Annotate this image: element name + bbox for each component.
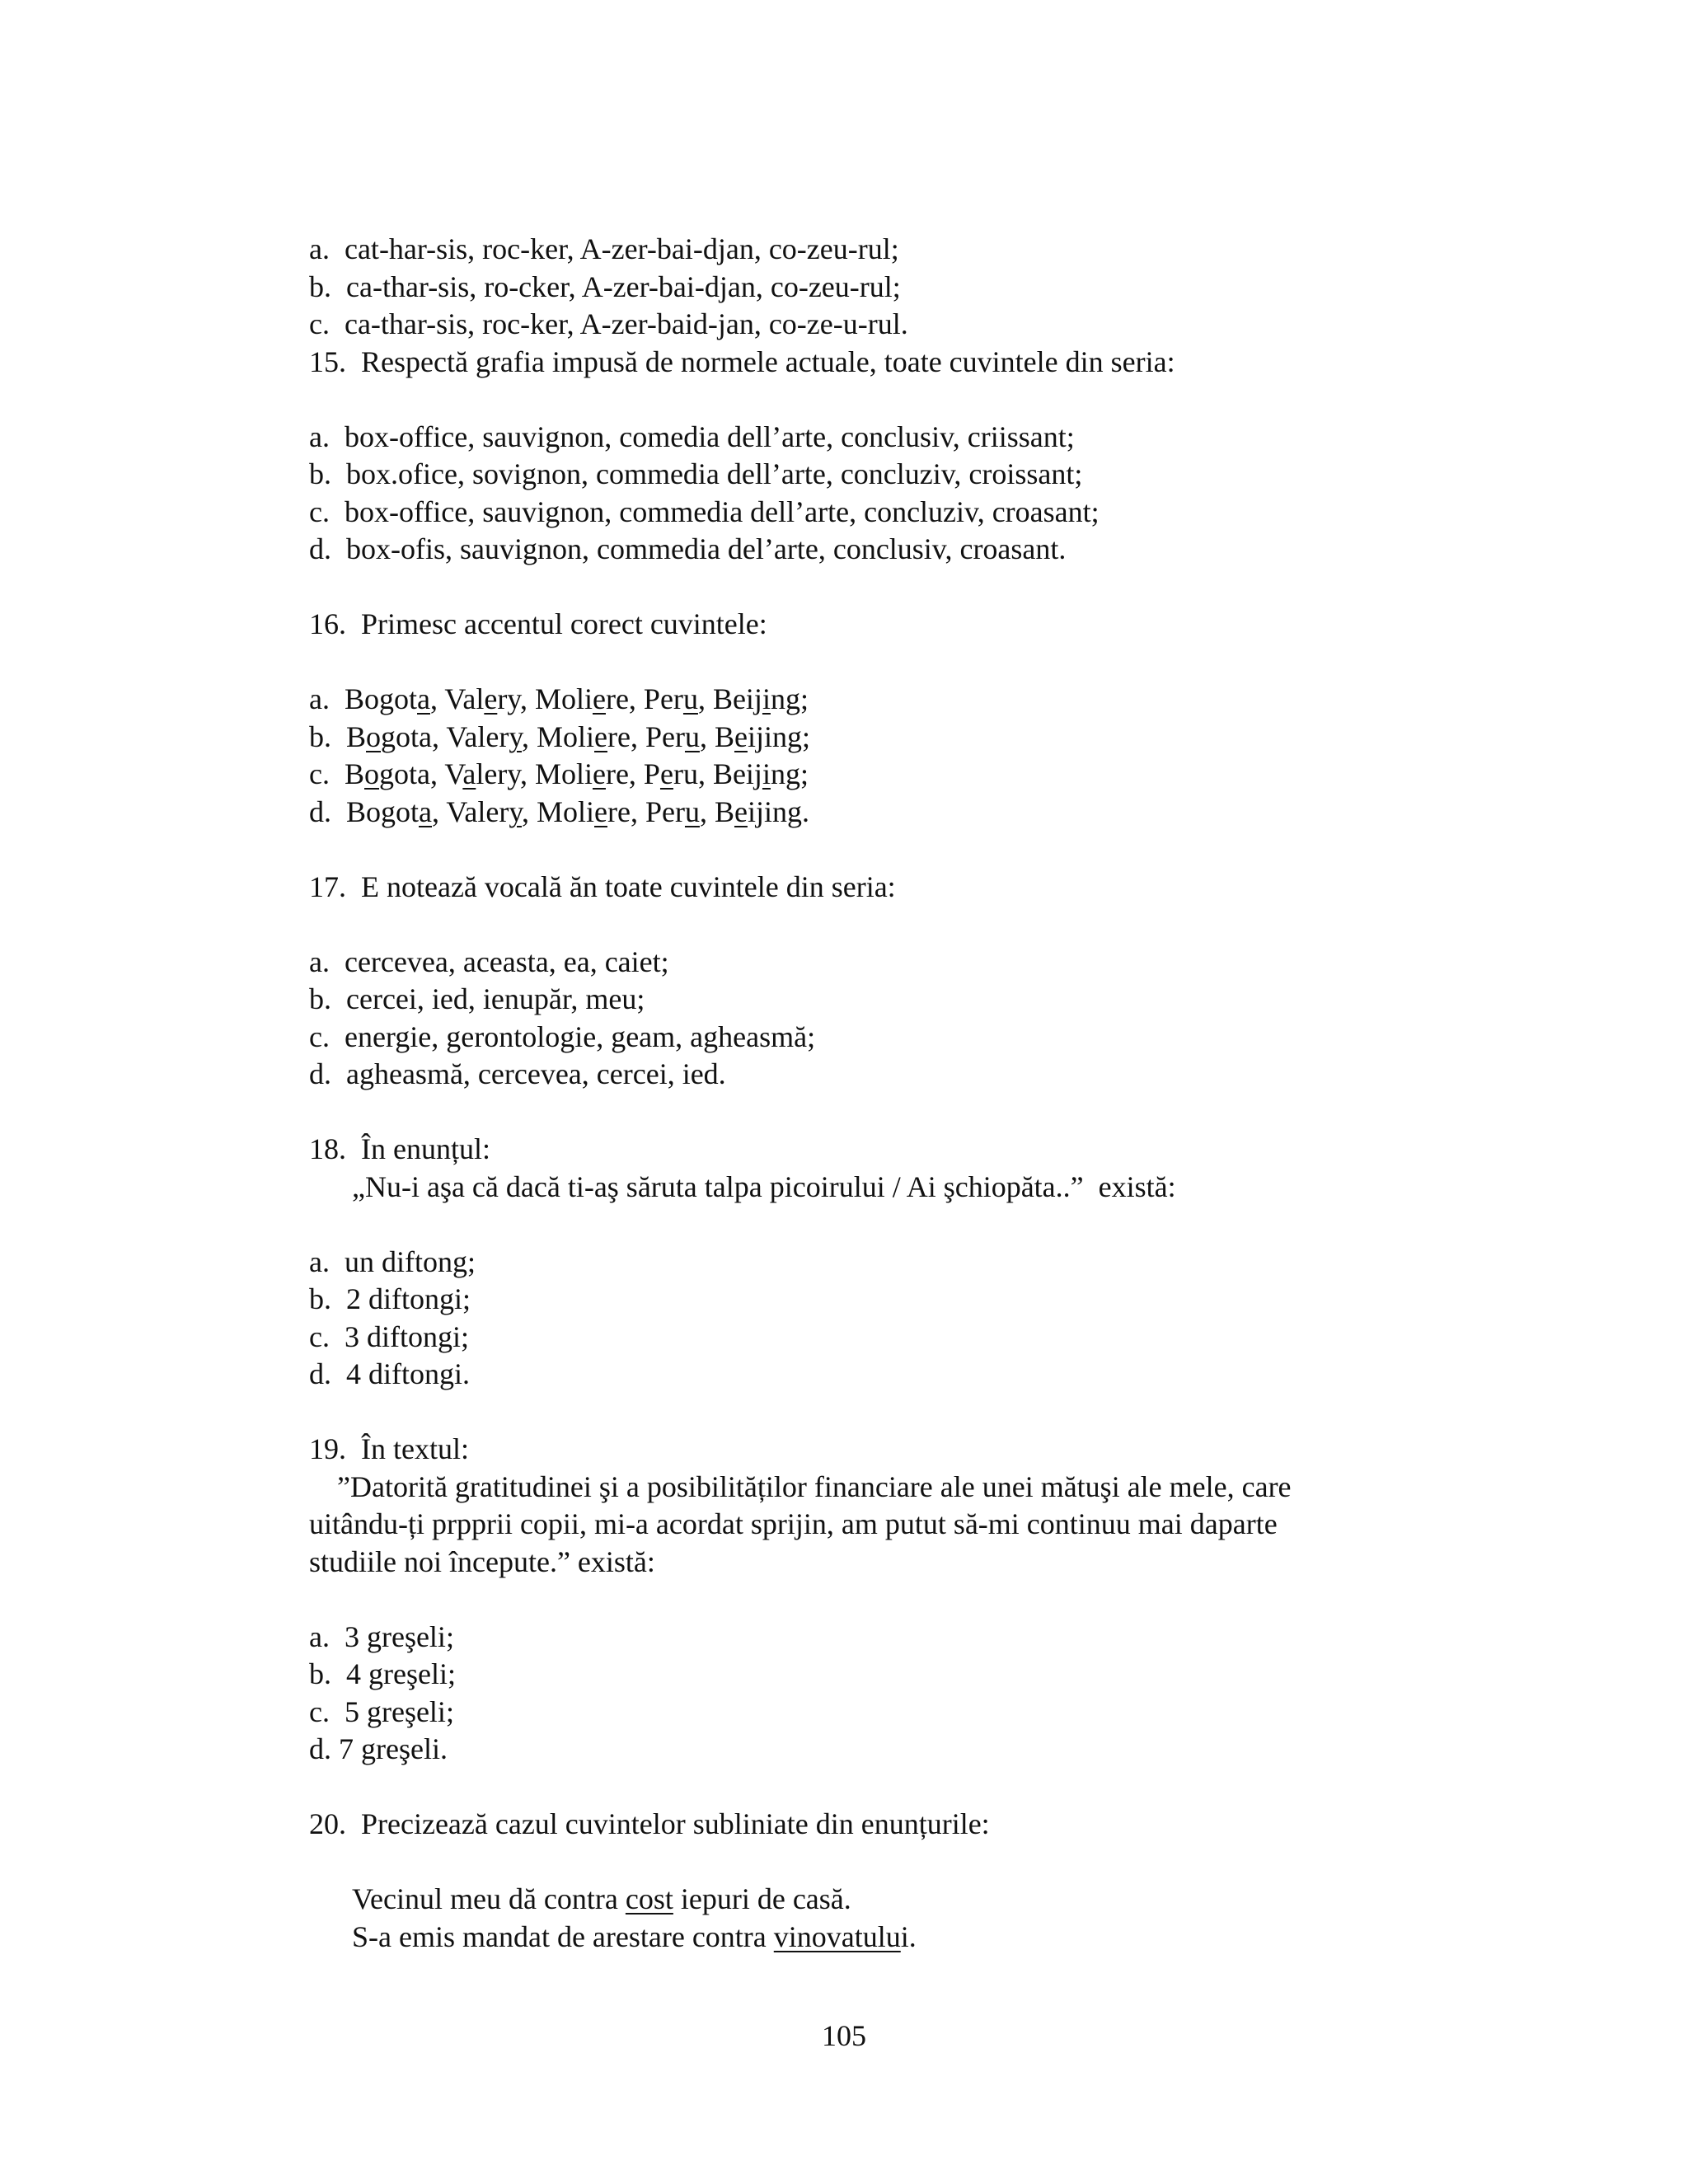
blank-line xyxy=(309,1394,1463,1432)
text-run: 15. Respectă grafia impusă de normele actuale, toate cuvintele din seria: xyxy=(309,344,1175,378)
blank-line xyxy=(309,644,1463,682)
text-line xyxy=(309,306,1463,344)
text-line xyxy=(309,1431,1463,1469)
text-run: S-a emis mandat de arestare contra xyxy=(352,1919,774,1953)
underlined-text: a xyxy=(417,682,430,715)
text-run: , Valer xyxy=(432,794,509,828)
text-line xyxy=(309,1806,1463,1844)
text-run: d. 7 greşeli. xyxy=(309,1732,448,1765)
text-run: c. 5 greşeli; xyxy=(309,1694,454,1728)
text-run: Vecinul meu dă contra xyxy=(352,1882,626,1915)
text-run: c. energie, gerontologie, geam, agheasmă; xyxy=(309,1019,816,1053)
text-line xyxy=(309,981,1463,1019)
blank-line xyxy=(309,1094,1463,1132)
text-line xyxy=(309,1619,1463,1657)
text-line xyxy=(309,1881,1463,1919)
text-run: b. B xyxy=(309,719,367,753)
blank-line xyxy=(309,569,1463,607)
text-line xyxy=(309,1731,1463,1769)
text-run: 20. Precizează cazul cuvintelor subliniate din enunțurile: xyxy=(309,1807,990,1840)
underlined-text: vinovatulu xyxy=(773,1919,901,1953)
blank-line xyxy=(309,1206,1463,1244)
text-run: c. 3 diftongi; xyxy=(309,1319,469,1353)
underlined-text: e xyxy=(734,794,748,828)
underlined-text: a xyxy=(462,757,476,790)
text-line xyxy=(309,1919,1463,1957)
text-line xyxy=(309,1169,1463,1207)
text-run: b. 4 greşeli; xyxy=(309,1657,456,1690)
text-line xyxy=(309,1506,1463,1544)
text-run: b. cercei, ied, ienupăr, meu; xyxy=(309,982,645,1015)
text-run: c. ca-thar-sis, roc-ker, A-zer-baid-jan, co-ze-u-rul. xyxy=(309,307,908,340)
underlined-text: e xyxy=(484,682,498,715)
blank-line xyxy=(309,1769,1463,1807)
text-line xyxy=(309,1244,1463,1282)
text-line xyxy=(309,1019,1463,1057)
page-body xyxy=(309,231,1463,1956)
text-line xyxy=(309,1544,1463,1582)
text-run: ijing; xyxy=(747,719,810,753)
underlined-text: e xyxy=(734,719,748,753)
underlined-text: e xyxy=(592,682,606,715)
text-line xyxy=(309,1656,1463,1694)
text-run: b. box.ofice, sovignon, commedia dell’arte, concluziv, croissant; xyxy=(309,457,1083,490)
text-run: d. agheasmă, cercevea, cercei, ied. xyxy=(309,1057,726,1090)
text-run: „Nu-i aşa că dacă ti-aş săruta talpa picoirului / Ai şchiopăta..” există: xyxy=(352,1169,1176,1203)
text-run: d. 4 diftongi. xyxy=(309,1357,470,1390)
text-run: a. cat-har-sis, roc-ker, A-zer-bai-djan, co-zeu-rul; xyxy=(309,232,899,265)
text-run: , Val xyxy=(429,682,485,715)
text-run: 19. În textul: xyxy=(309,1432,469,1465)
text-run: c. box-office, sauvignon, commedia dell’arte, concluziv, croasant; xyxy=(309,494,1100,528)
text-line xyxy=(309,1694,1463,1732)
text-run: d. box-ofis, sauvignon, commedia del’arte, conclusiv, croasant. xyxy=(309,532,1067,565)
text-line xyxy=(309,1281,1463,1319)
blank-line xyxy=(309,831,1463,869)
text-run: ijing. xyxy=(747,794,809,828)
text-line xyxy=(309,456,1463,494)
text-run: ry, Moli xyxy=(497,682,593,715)
text-line xyxy=(309,1356,1463,1394)
text-line xyxy=(309,419,1463,457)
blank-line xyxy=(309,381,1463,419)
text-run: a. Bogot xyxy=(309,682,417,715)
underlined-text: e xyxy=(594,719,607,753)
text-run: d. Bogot xyxy=(309,794,420,828)
text-run: , Beij xyxy=(697,682,762,715)
text-run: b. ca-thar-sis, ro-cker, A-zer-bai-djan, co-zeu-rul; xyxy=(309,269,901,303)
text-line xyxy=(309,944,1463,982)
text-run: , Moli xyxy=(521,719,594,753)
page-number: 105 xyxy=(822,2019,866,2052)
text-run: ”Datorită gratitudinei şi a posibilităților financiare ale unei mătuşi ale mele, care xyxy=(337,1469,1292,1503)
text-run: , B xyxy=(699,719,734,753)
text-run: ng; xyxy=(770,757,809,790)
text-line xyxy=(309,344,1463,382)
underlined-text: i xyxy=(762,682,771,715)
underlined-text: e xyxy=(592,757,606,790)
text-line xyxy=(309,719,1463,757)
text-run: re, P xyxy=(605,757,660,790)
text-line xyxy=(309,869,1463,907)
underlined-text: i xyxy=(762,757,771,790)
text-line xyxy=(309,494,1463,532)
blank-line xyxy=(309,906,1463,944)
text-run: iepuri de casă. xyxy=(673,1882,851,1915)
blank-line xyxy=(309,1844,1463,1882)
text-line xyxy=(309,756,1463,794)
text-line xyxy=(309,1319,1463,1357)
text-run: , Moli xyxy=(521,794,594,828)
blank-line xyxy=(309,1581,1463,1619)
text-run: studiile noi începute.” există: xyxy=(309,1544,655,1578)
text-line xyxy=(309,606,1463,644)
text-run: ng; xyxy=(770,682,809,715)
text-run: re, Per xyxy=(607,719,685,753)
text-run: b. 2 diftongi; xyxy=(309,1282,471,1315)
text-run: , B xyxy=(699,794,734,828)
underlined-text: o xyxy=(366,719,382,753)
text-run: uitându-ți prpprii copii, mi-a acordat sprijin, am putut să-mi continuu mai daparte xyxy=(309,1507,1278,1540)
underlined-text: o xyxy=(364,757,379,790)
underlined-text: e xyxy=(659,757,673,790)
underlined-text: y xyxy=(509,719,522,753)
underlined-text: u xyxy=(684,794,700,828)
text-run: 18. În enunțul: xyxy=(309,1132,490,1165)
text-line xyxy=(309,681,1463,719)
underlined-text: y xyxy=(509,794,522,828)
underlined-text: u xyxy=(684,719,700,753)
text-run: 17. E notează vocală ăn toate cuvintele din seria: xyxy=(309,869,896,903)
text-line xyxy=(309,1056,1463,1094)
underlined-text: cost xyxy=(625,1882,673,1915)
text-run: a. cercevea, aceasta, ea, caiet; xyxy=(309,944,669,978)
text-run: re, Per xyxy=(607,794,685,828)
text-run: a. 3 greşeli; xyxy=(309,1619,454,1653)
text-line xyxy=(309,1469,1463,1507)
text-run: 16. Primesc accentul corect cuvintele: xyxy=(309,607,767,640)
text-run: gota, V xyxy=(379,757,463,790)
text-line xyxy=(309,1131,1463,1169)
text-line xyxy=(309,269,1463,307)
text-run: gota, Valer xyxy=(381,719,509,753)
text-run: i. xyxy=(900,1919,917,1953)
underlined-text: a xyxy=(419,794,432,828)
underlined-text: u xyxy=(682,682,698,715)
text-run: a. un diftong; xyxy=(309,1244,476,1278)
text-line xyxy=(309,231,1463,269)
text-run: c. B xyxy=(309,757,364,790)
text-run: re, Per xyxy=(605,682,683,715)
text-run: ru, Beij xyxy=(673,757,762,790)
text-line xyxy=(309,531,1463,569)
underlined-text: e xyxy=(594,794,607,828)
text-line xyxy=(309,794,1463,832)
text-run: lery, Moli xyxy=(476,757,593,790)
text-run: a. box-office, sauvignon, comedia dell’arte, conclusiv, criissant; xyxy=(309,419,1075,453)
